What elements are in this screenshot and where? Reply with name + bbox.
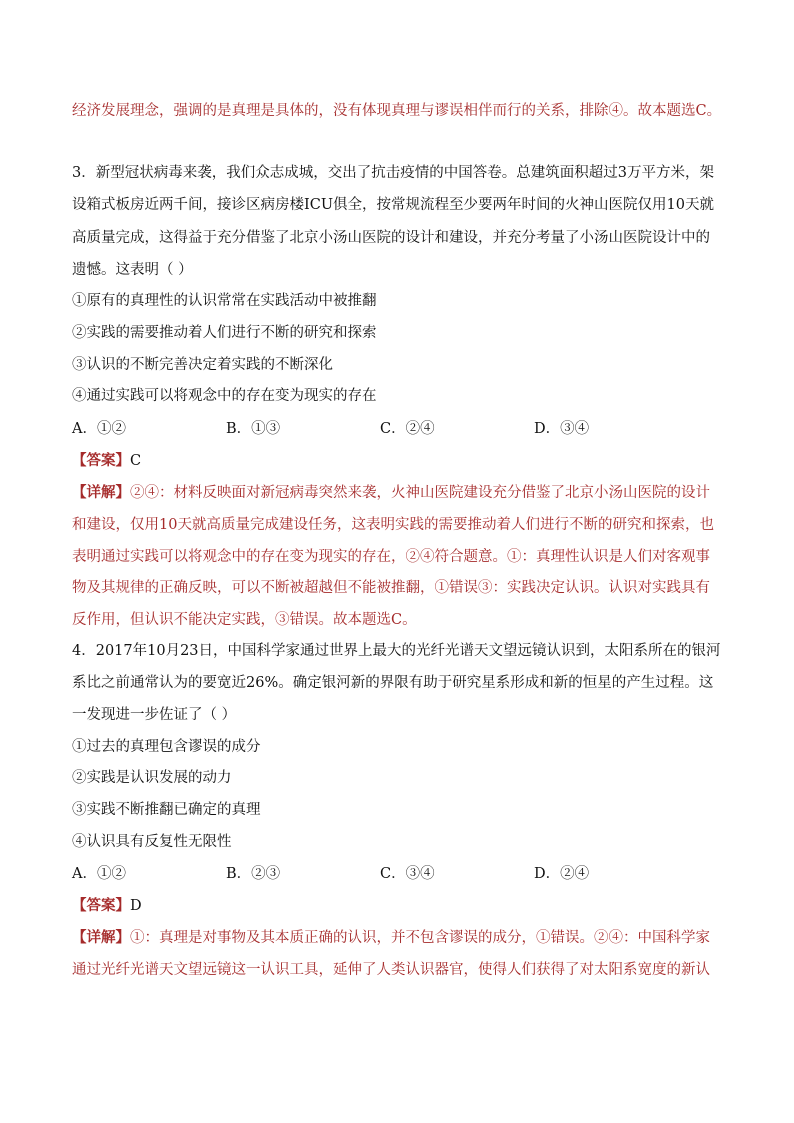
q4-statement-4: ④认识具有反复性无限性 xyxy=(72,834,232,850)
q3-stem-line-1: 3．新型冠状病毒来袭，我们众志成城，交出了抗击疫情的中国答卷。总建筑面积超过3万平方米，架 xyxy=(72,165,714,181)
q4-stem-line-2: 系比之前通常认为的要宽近26%。确定银河新的界限有助于研究星系形成和新的恒星的产生过程。这 xyxy=(72,675,714,691)
q4-statement-2: ②实践是认识发展的动力 xyxy=(72,770,232,786)
q4-options xyxy=(72,864,732,884)
q4-stem-line-3: 一发现进一步佐证了（ ） xyxy=(72,707,237,723)
q3-detail-line-1 xyxy=(72,483,732,503)
q3-detail-line-5: 反作用，但认识不能决定实践，③错误。故本题选C。 xyxy=(72,612,417,628)
q3-options xyxy=(72,419,732,439)
q3-answer-value: C xyxy=(130,453,142,469)
q3-option-c: C．②④ xyxy=(380,421,435,437)
q4-detail-tag: 【详解】 xyxy=(72,929,130,946)
q4-statement-3: ③实践不断推翻已确定的真理 xyxy=(72,802,261,818)
q3-option-b: B．①③ xyxy=(226,421,281,437)
q3-option-a: A．①② xyxy=(72,421,126,437)
q3-answer xyxy=(72,451,732,471)
q4-detail-line-1 xyxy=(72,928,732,948)
q3-detail-tag: 【详解】 xyxy=(72,484,130,501)
q3-stem-line-4: 遗憾。这表明（ ） xyxy=(72,262,193,278)
q4-option-b: B．②③ xyxy=(226,866,281,882)
q4-detail-text-1: ①：真理是对事物及其本质正确的认识，并不包含谬误的成分，①错误。②④：中国科学家 xyxy=(130,930,710,946)
q4-statement-1: ①过去的真理包含谬误的成分 xyxy=(72,739,261,755)
q3-detail-text-1: ②④：材料反映面对新冠病毒突然来袭，火神山医院建设充分借鉴了北京小汤山医院的设计 xyxy=(130,485,710,501)
q3-statement-3: ③认识的不断完善决定着实践的不断深化 xyxy=(72,357,333,373)
q4-option-a: A．①② xyxy=(72,866,126,882)
q3-statement-2: ②实践的需要推动着人们进行不断的研究和探索 xyxy=(72,325,377,341)
q4-option-d: D．②④ xyxy=(534,866,590,882)
q4-option-c: C．③④ xyxy=(380,866,435,882)
q3-stem-line-2: 设箱式板房近两千间，接诊区病房楼ICU俱全，按常规流程至少要两年时间的火神山医院仅用10天就 xyxy=(72,197,714,213)
q3-statement-4: ④通过实践可以将观念中的存在变为现实的存在 xyxy=(72,388,377,404)
q3-option-d: D．③④ xyxy=(534,421,590,437)
q3-answer-tag: 【答案】 xyxy=(72,452,130,469)
q4-answer-tag: 【答案】 xyxy=(72,897,130,914)
q3-statement-1: ①原有的真理性的认识常常在实践活动中被推翻 xyxy=(72,293,377,309)
q3-detail-line-2: 和建设，仅用10天就高质量完成建设任务，这表明实践的需要推动着人们进行不断的研究和探索，也 xyxy=(72,517,714,533)
q3-stem-line-3: 高质量完成，这得益于充分借鉴了北京小汤山医院的设计和建设，并充分考量了小汤山医院设计中的 xyxy=(72,230,710,246)
previous-explanation-tail: 经济发展理念，强调的是真理是具体的，没有体现真理与谬误相伴而行的关系，排除④。故本题选C。 xyxy=(72,103,722,119)
q3-detail-line-3: 表明通过实践可以将观念中的存在变为现实的存在，②④符合题意。①：真理性认识是人们对客观事 xyxy=(72,549,710,565)
q4-answer-value: D xyxy=(130,898,142,914)
q3-detail-line-4: 物及其规律的正确反映，可以不断被超越但不能被推翻，①错误③：实践决定认识。认识对实践具有 xyxy=(72,580,710,596)
q4-detail-line-2: 通过光纤光谱天文望远镜这一认识工具，延伸了人类认识器官，使得人们获得了对太阳系宽度的新认 xyxy=(72,962,710,978)
q4-answer xyxy=(72,896,732,916)
q4-stem-line-1: 4．2017年10月23日，中国科学家通过世界上最大的光纤光谱天文望远镜认识到，太阳系所在的银河 xyxy=(72,643,721,659)
